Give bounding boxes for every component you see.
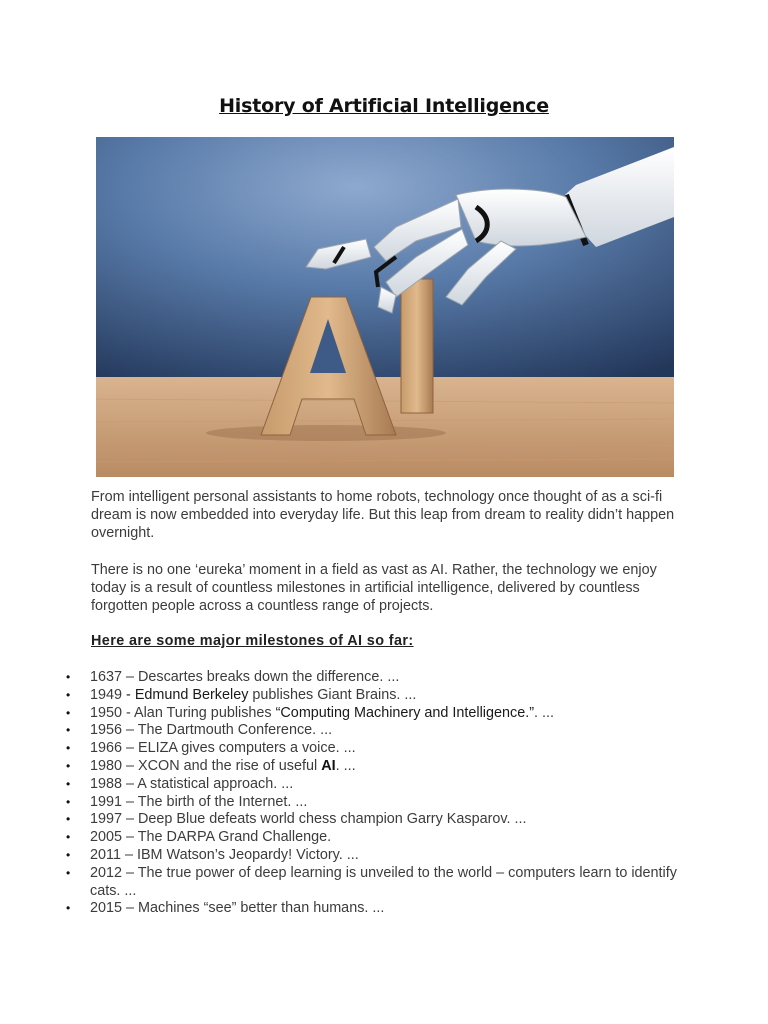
intro-paragraph: From intelligent personal assistants to home robots, technology once thought of as a sci-fi dream is now embedded into everyday life. But this leap from dream to reality didn’t happen overnight.	[91, 489, 675, 541]
list-item: • 1997 – Deep Blue defeats world chess champion Garry Kasparov. ...	[66, 811, 527, 828]
bullet-icon: •	[66, 723, 71, 738]
list-item: • 1637 – Descartes breaks down the difference. ...	[66, 669, 400, 685]
list-item: • 2012 – The true power of deep learning is unveiled to the world – computers learn to identify cats. ...	[66, 864, 677, 899]
robot-hand-image	[96, 137, 674, 477]
milestones-heading: Here are some major milestones of AI so far:	[91, 633, 414, 649]
list-item: • 1949 - Edmund Berkeley publishes Giant Brains. ...	[66, 686, 417, 703]
bullet-icon: •	[66, 830, 71, 845]
bullet-icon: •	[66, 670, 71, 684]
bullet-icon: •	[66, 776, 71, 791]
bullet-icon: •	[66, 865, 71, 880]
bullet-icon: •	[66, 901, 71, 916]
list-item: • 1991 – The birth of the Internet. ...	[66, 793, 308, 810]
milestones-list	[66, 669, 686, 918]
bullet-icon: •	[66, 758, 71, 773]
list-item: • 2005 – The DARPA Grand Challenge.	[66, 829, 332, 846]
list-item: • 1956 – The Dartmouth Conference. ...	[66, 722, 333, 739]
list-item: • 2011 – IBM Watson’s Jeopardy! Victory. ...	[66, 846, 359, 863]
context-paragraph: There is no one ‘eureka’ moment in a field as vast as AI. Rather, the technology we enjoy today is a result of countless milestones in artificial intelligence, delivered by countless forgotten people across a countless range of projects.	[91, 562, 657, 614]
bullet-icon: •	[66, 847, 71, 862]
list-item: • 1980 – XCON and the rise of useful AI. ...	[66, 757, 356, 774]
list-item: • 1950 - Alan Turing publishes “Computing Machinery and Intelligence.”. ...	[66, 704, 554, 721]
bullet-icon: •	[66, 705, 71, 720]
page-title: History of Artificial Intelligence	[219, 95, 549, 117]
bullet-icon: •	[66, 812, 71, 827]
bullet-icon: •	[66, 794, 71, 809]
bullet-icon: •	[66, 687, 71, 702]
list-item: • 1988 – A statistical approach. ...	[66, 775, 294, 792]
list-item: • 1966 – ELIZA gives computers a voice. ...	[66, 740, 356, 757]
list-item: • 2015 – Machines “see” better than humans. ...	[66, 900, 385, 917]
bullet-icon: •	[66, 741, 71, 756]
